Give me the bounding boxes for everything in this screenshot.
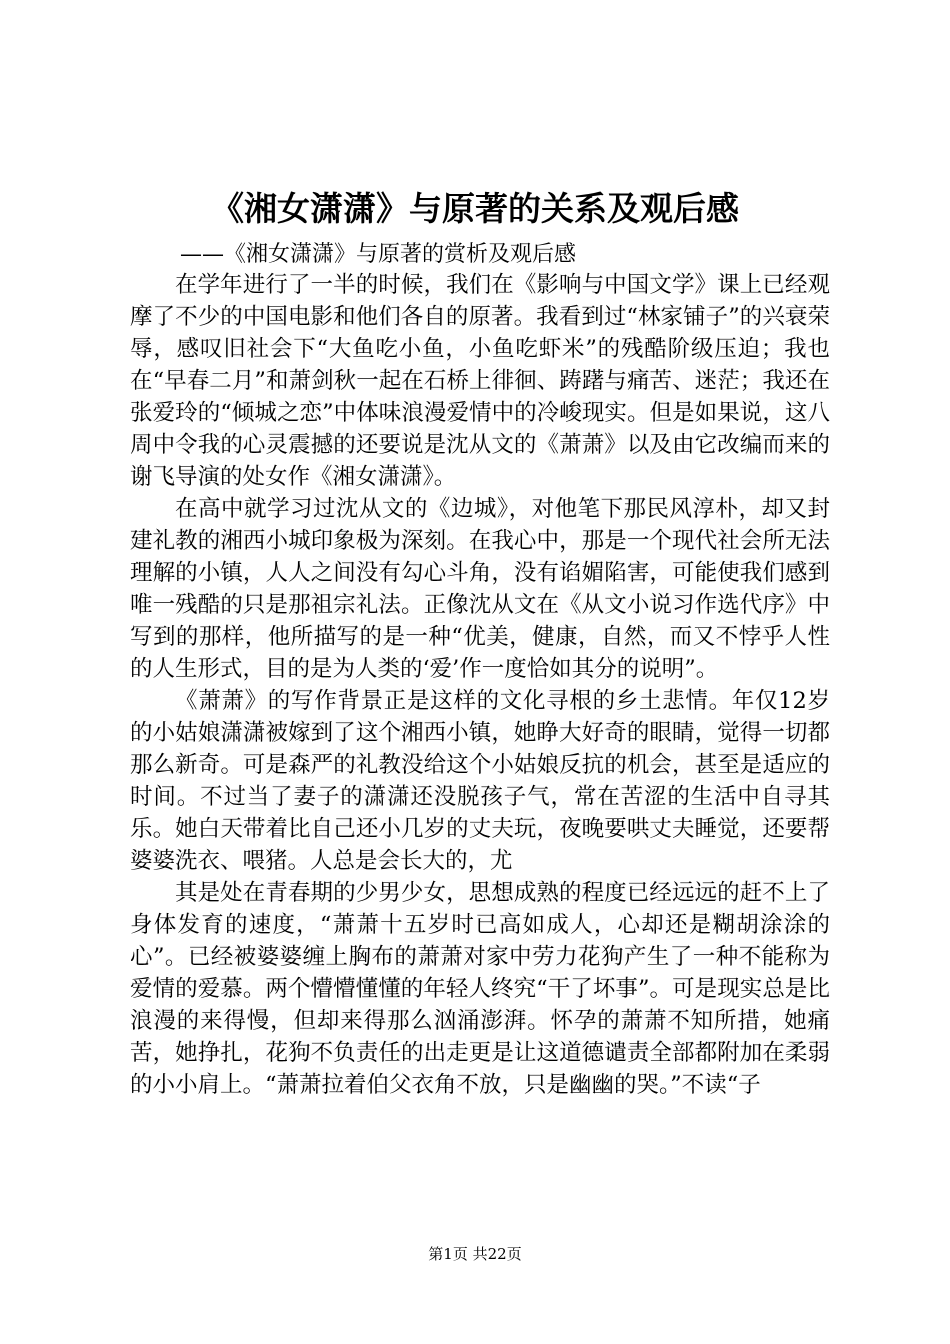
- paragraph-2: 在高中就学习过沈从文的《边城》，对他笔下那民风淳朴，却又封建礼教的湘西小城印象极为深刻。在我心中，那是一个现代社会所无法理解的小镇，人人之间没有勾心斗角，没有谄媚陷害，可能使我们感到唯一残酷的只是那祖宗礼法。正像沈从文在《从文小说习作选代序》中写到的那样，他所描写的是一种“优美，健康，自然，而又不悖乎人性的人生形式，目的是为人类的‘爱’作一度恰如其分的说明”。: [130, 496, 830, 682]
- paragraph-1: 在学年进行了一半的时候，我们在《影响与中国文学》课上已经观摩了不少的中国电影和他们各自的原著。我看到过“林家铺子”的兴衰荣辱，感叹旧社会下“大鱼吃小鱼，小鱼吃虾米”的残酷阶级压迫；我也在“早春二月”和萧剑秋一起在石桥上徘徊、踌躇与痛苦、迷茫；我还在张爱玲的“倾城之恋”中体味浪漫爱情中的冷峻现实。但是如果说，这八周中令我的心灵震撼的还要说是沈从文的《萧萧》以及由它改编而来的谢飞导演的处女作《湘女潇潇》。: [130, 272, 830, 490]
- paragraph-3: 《萧萧》的写作背景正是这样的文化寻根的乡土悲情。年仅12岁的小姑娘潇潇被嫁到了这个湘西小镇，她睁大好奇的眼睛，觉得一切都那么新奇。可是森严的礼教没给这个小姑娘反抗的机会，甚至是适应的时间。不过当了妻子的潇潇还没脱孩子气，常在苦涩的生活中自寻其乐。她白天带着比自己还小几岁的丈夫玩，夜晚要哄丈夫睡觉，还要帮婆婆洗衣、喂猪。人总是会长大的，尤: [130, 688, 830, 874]
- page-title: 《湘女潇潇》与原著的关系及观后感: [211, 189, 739, 228]
- body-text: [130, 269, 830, 1101]
- page-subtitle: ——《湘女潇潇》与原著的赏析及观后感: [180, 242, 577, 267]
- page-footer: 第1页 共22页: [428, 1245, 522, 1263]
- paragraph-4: 其是处在青春期的少男少女，思想成熟的程度已经远远的赶不上了身体发育的速度，“萧萧十五岁时已高如成人，心却还是糊胡涂涂的心”。已经被婆婆缠上胸布的萧萧对家中劳力花狗产生了一种不能称为爱情的爱慕。两个懵懵懂懂的年轻人终究“干了坏事”。可是现实总是比浪漫的来得慢，但却来得那么汹涌澎湃。怀孕的萧萧不知所措，她痛苦，她挣扎，花狗不负责任的出走更是让这道德谴责全部都附加在柔弱的小小肩上。“萧萧拉着伯父衣角不放，只是幽幽的哭。”不读“子: [130, 880, 830, 1098]
